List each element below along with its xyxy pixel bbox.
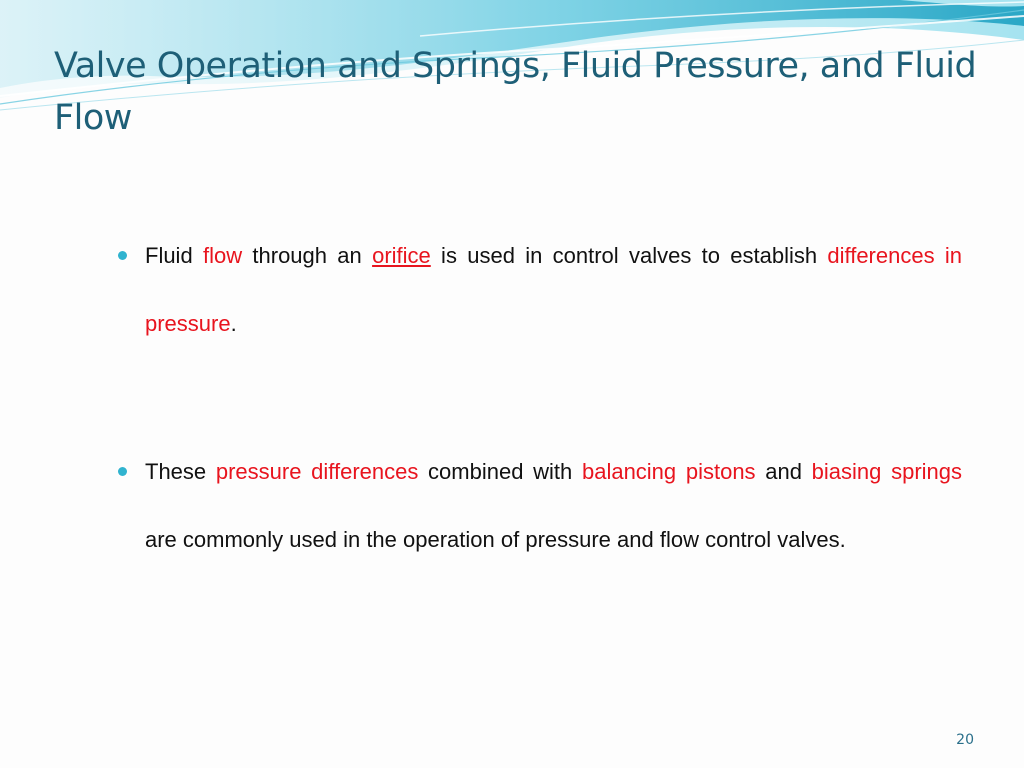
body-text: and [755, 459, 812, 484]
body-text: These [145, 459, 216, 484]
body-text: through an [242, 243, 373, 268]
bullet-item [116, 222, 962, 358]
body-text: combined with [418, 459, 582, 484]
body-text: is used in control valves to establish [430, 243, 828, 268]
term-link[interactable]: orifice [372, 243, 431, 268]
body-text: are commonly used in the operation of pressure and flow control valves. [145, 527, 846, 552]
body-text: Fluid [145, 243, 203, 268]
bullet-list [116, 222, 962, 574]
slide-title: Valve Operation and Springs, Fluid Pressure, and Fluid Flow [54, 46, 977, 138]
page-number: 20 [956, 732, 974, 748]
highlighted-term: pressure differences [215, 459, 419, 484]
highlighted-term: biasing springs [811, 459, 963, 484]
bullet-dot-icon [118, 251, 127, 260]
body-text: . [230, 311, 237, 336]
highlighted-term: differences in pressure [145, 243, 963, 336]
bullet-item [116, 438, 962, 574]
slide-content [116, 222, 962, 574]
bullet-dot-icon [118, 467, 127, 476]
highlighted-term: flow [202, 243, 243, 268]
highlighted-term: balancing pistons [581, 459, 756, 484]
